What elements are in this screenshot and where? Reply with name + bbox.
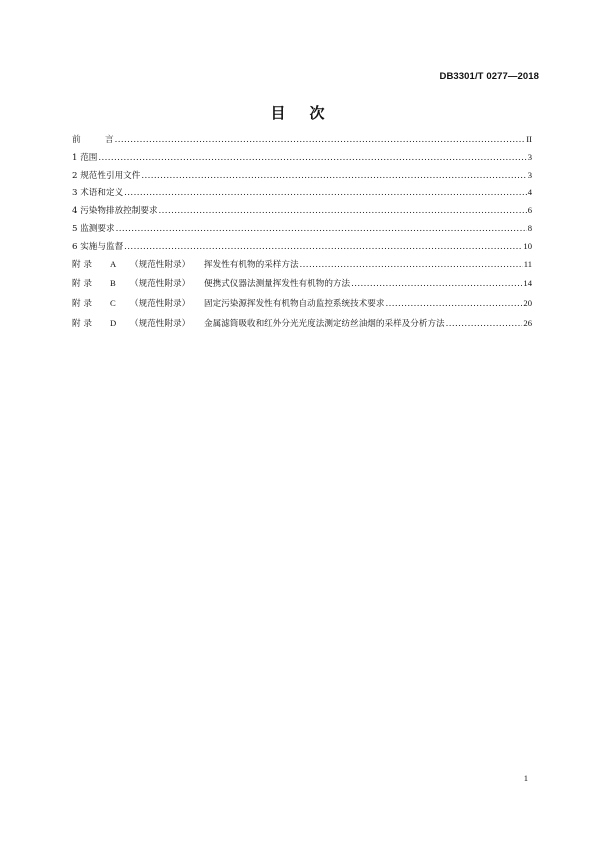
toc-page: 14 xyxy=(523,278,532,289)
toc-leader xyxy=(300,260,523,270)
toc-page: 10 xyxy=(523,240,532,251)
toc-entry-appendix-a[interactable] xyxy=(72,258,532,278)
toc-entry-section[interactable] xyxy=(72,151,532,169)
toc-label: 附 录 D （规范性附录） 金属滤筒吸收和红外分光光度法测定纺丝油烟的采样及分析方法 xyxy=(72,317,445,329)
toc-leader xyxy=(98,153,526,163)
toc-leader xyxy=(116,224,527,234)
toc-leader xyxy=(124,242,522,252)
toc-label: 1 范围 xyxy=(72,152,98,163)
toc-label: 3 术语和定义 xyxy=(72,188,124,199)
toc-entry-appendix-d[interactable] xyxy=(72,317,532,337)
toc-entry-section[interactable] xyxy=(72,169,532,187)
table-of-contents xyxy=(72,133,532,337)
toc-page: 3 xyxy=(527,169,532,180)
toc-entry-appendix-b[interactable] xyxy=(72,277,532,297)
toc-entry-section[interactable] xyxy=(72,186,532,204)
toc-label: 附 录 B （规范性附录） 便携式仪器法测量挥发性有机物的方法 xyxy=(72,278,351,290)
toc-label: 附 录 A （规范性附录） 挥发性有机物的采样方法 xyxy=(72,258,299,270)
toc-page: II xyxy=(526,134,532,144)
toc-leader xyxy=(124,188,527,198)
toc-page: 3 xyxy=(527,151,532,162)
toc-label: 附 录 C （规范性附录） 固定污染源挥发性有机物自动监控系统技术要求 xyxy=(72,298,385,310)
toc-leader xyxy=(351,279,522,289)
toc-page: 4 xyxy=(527,187,532,198)
toc-entry-section[interactable] xyxy=(72,222,532,240)
title-char-1: 目 xyxy=(270,104,286,122)
toc-leader xyxy=(385,299,522,309)
toc-entry-foreword[interactable] xyxy=(72,133,532,151)
toc-leader xyxy=(115,135,526,145)
toc-leader xyxy=(141,171,526,181)
document-code: DB3301/T 0277—2018 xyxy=(439,71,539,82)
toc-label: 4 污染物排放控制要求 xyxy=(72,206,158,217)
toc-entry-appendix-c[interactable] xyxy=(72,297,532,317)
toc-page: 11 xyxy=(523,258,532,269)
toc-page: 8 xyxy=(527,222,532,233)
toc-page: 20 xyxy=(523,298,532,309)
toc-leader xyxy=(159,206,527,216)
toc-entry-section[interactable] xyxy=(72,204,532,222)
toc-label: 前 言 xyxy=(72,135,114,145)
toc-label: 5 监测要求 xyxy=(72,223,115,234)
title-char-2: 次 xyxy=(309,104,325,122)
toc-label: 2 规范性引用文件 xyxy=(72,170,141,181)
toc-entry-section[interactable] xyxy=(72,240,532,258)
toc-page: 26 xyxy=(523,317,532,328)
page-title xyxy=(0,102,595,123)
toc-leader xyxy=(446,319,523,329)
page-number: 1 xyxy=(523,773,528,783)
toc-page: 6 xyxy=(527,205,532,216)
toc-label: 6 实施与监督 xyxy=(72,241,124,252)
